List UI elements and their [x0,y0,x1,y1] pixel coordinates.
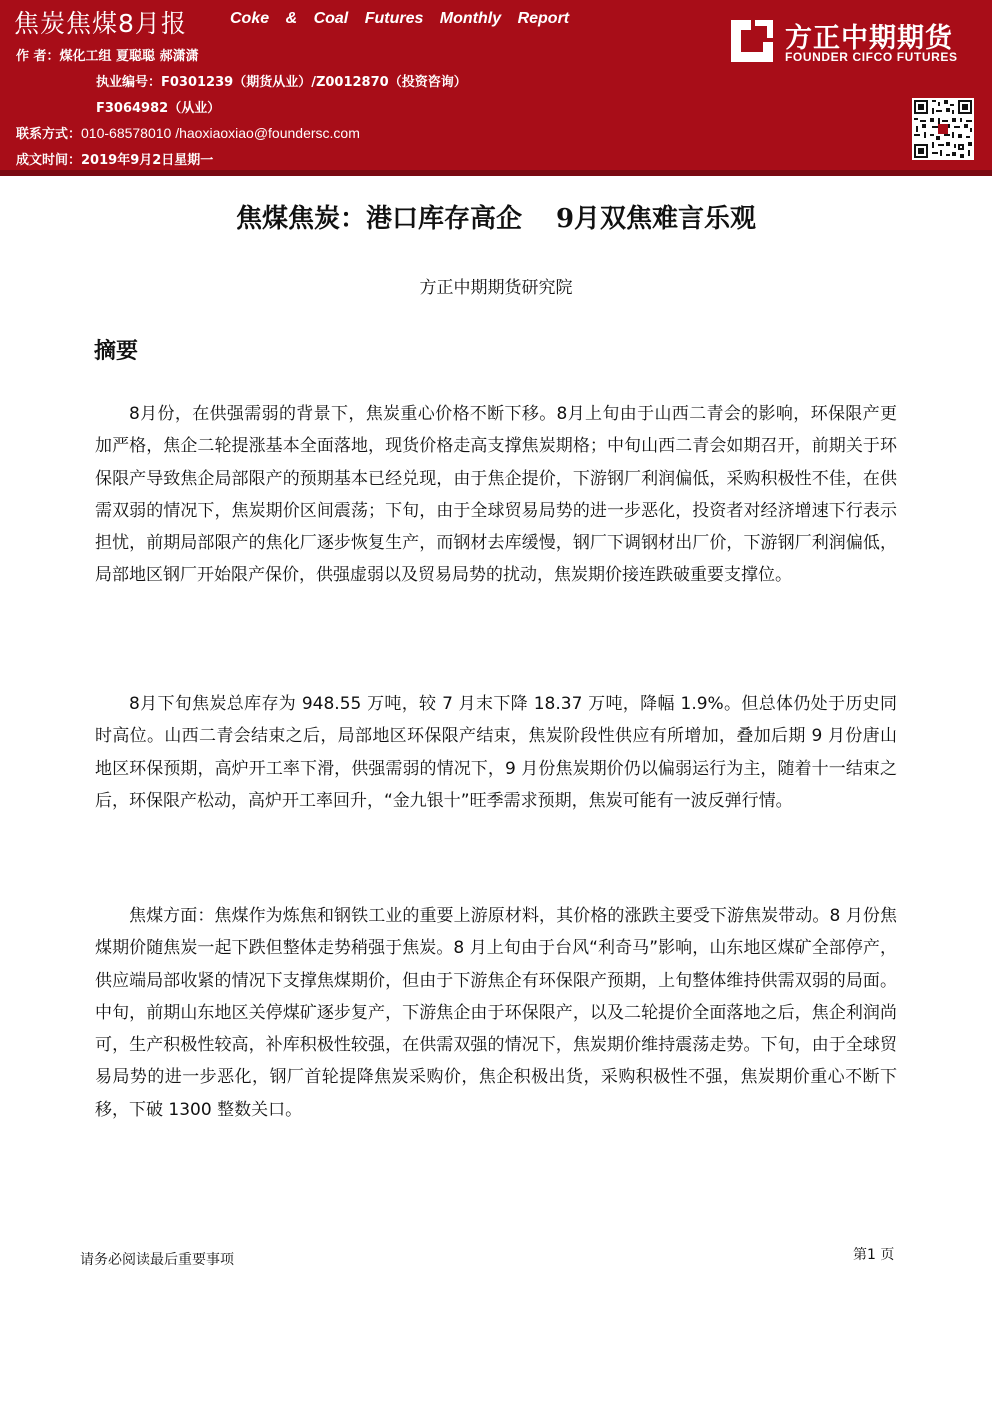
license-line-2: F3064982（从业） [96,101,221,116]
logo-text-cn: 方正中期期货 [785,23,953,54]
institute-name: 方正中期期货研究院 [419,278,573,298]
report-title-cn: 焦炭焦煤8月报 [14,9,187,38]
section-heading-abstract: 摘要 [94,338,139,364]
contact-value: 010-68578010 /haoxiaoxiao@foundersc.com [81,125,360,141]
contact-line [16,123,360,142]
qr-code-icon [912,98,974,160]
document-title-part2: 9月双焦难言乐观 [555,204,757,234]
author-names: 煤化工组 夏聪聪 郝潇潇 [59,49,199,64]
header-bottom-rule [0,170,992,176]
report-header-banner [0,0,992,170]
company-logo [727,16,977,66]
logo-mark-icon [727,16,777,66]
date-line [16,149,213,168]
author-label: 作 者： [16,49,60,64]
abstract-paragraph: 8月份，在供强需弱的背景下，焦炭重心价格不断下移。8月上旬由于山西二青会的影响，环保限产更加严格，焦企二轮提涨基本全面落地，现货价格走高支撑焦炭期格；中旬山西二青会如期召开，前期关于环保限产导致焦企局部限产的预期基本已经兑现，由于焦企提价，下游钢厂利润偏低，采购积极性不佳，在供需双弱的情况下，焦炭期价区间震荡；下旬，由于全球贸易局势的进一步恶化，投资者对经济增速下行表示担忧，前期局部限产的焦化厂逐步恢复生产，而钢材去库缓慢，钢厂下调钢材出厂价，下游钢厂利润偏低，局部地区钢厂开始限产保价，供强虚弱以及贸易局势的扰动，焦炭期价接连跌破重要支撑位。 [95,404,897,586]
license-line-1: 执业编号：F0301239（期货从业）/Z0012870（投资咨询） [96,75,467,90]
date-value: 2019年9月2日星期一 [81,153,214,168]
footer-notice: 请务必阅读最后重要事项 [80,1252,234,1268]
report-title-en: Coke & Coal Futures Monthly Report [230,10,570,27]
logo-text-en: FOUNDER CIFCO FUTURES [785,50,958,64]
document-title-part1: 焦煤焦炭：港口库存高企 [235,204,522,234]
author-line [16,45,199,64]
page-number: 第1 页 [853,1247,895,1263]
abstract-paragraph: 8月下旬焦炭总库存为 948.55 万吨，较 7 月末下降 18.37 万吨，降幅 1.9%。但总体仍处于历史同时高位。山西二青会结束之后，局部地区环保限产结束，焦炭阶段性供应有所增加，叠加后期 9 月份唐山地区环保预期，高炉开工率下滑，供强需弱的情况下，9 月份焦炭期价仍以偏弱运行为主，随着十一结束之后，环保限产松动，高炉开工率回升，“金九银十”旺季需求预期，焦炭可能有一波反弹行情。 [95,694,897,811]
date-label: 成文时间： [16,153,82,168]
abstract-paragraph: 焦煤方面：焦煤作为炼焦和钢铁工业的重要上游原材料，其价格的涨跌主要受下游焦炭带动。8 月份焦煤期价随焦炭一起下跌但整体走势稍强于焦炭。8 月上旬由于台风“利奇马”影响，山东地区煤矿全部停产，供应端局部收紧的情况下支撑焦煤期价，但由于下游焦企有环保限产预期，上旬整体维持供需双弱的局面。中旬，前期山东地区关停煤矿逐步复产，下游焦企由于环保限产，以及二轮提价全面落地之后，焦企利润尚可，生产积极性较高，补库积极性较强，在供需双强的情况下，焦炭期价维持震荡走势。下旬，由于全球贸易局势的进一步恶化，钢厂首轮提降焦炭采购价，焦企积极出货，采购积极性不强，焦炭期价重心不断下移，下破 1300 整数关口。 [95,906,897,1120]
contact-label: 联系方式： [16,127,82,142]
document-title [0,198,992,235]
